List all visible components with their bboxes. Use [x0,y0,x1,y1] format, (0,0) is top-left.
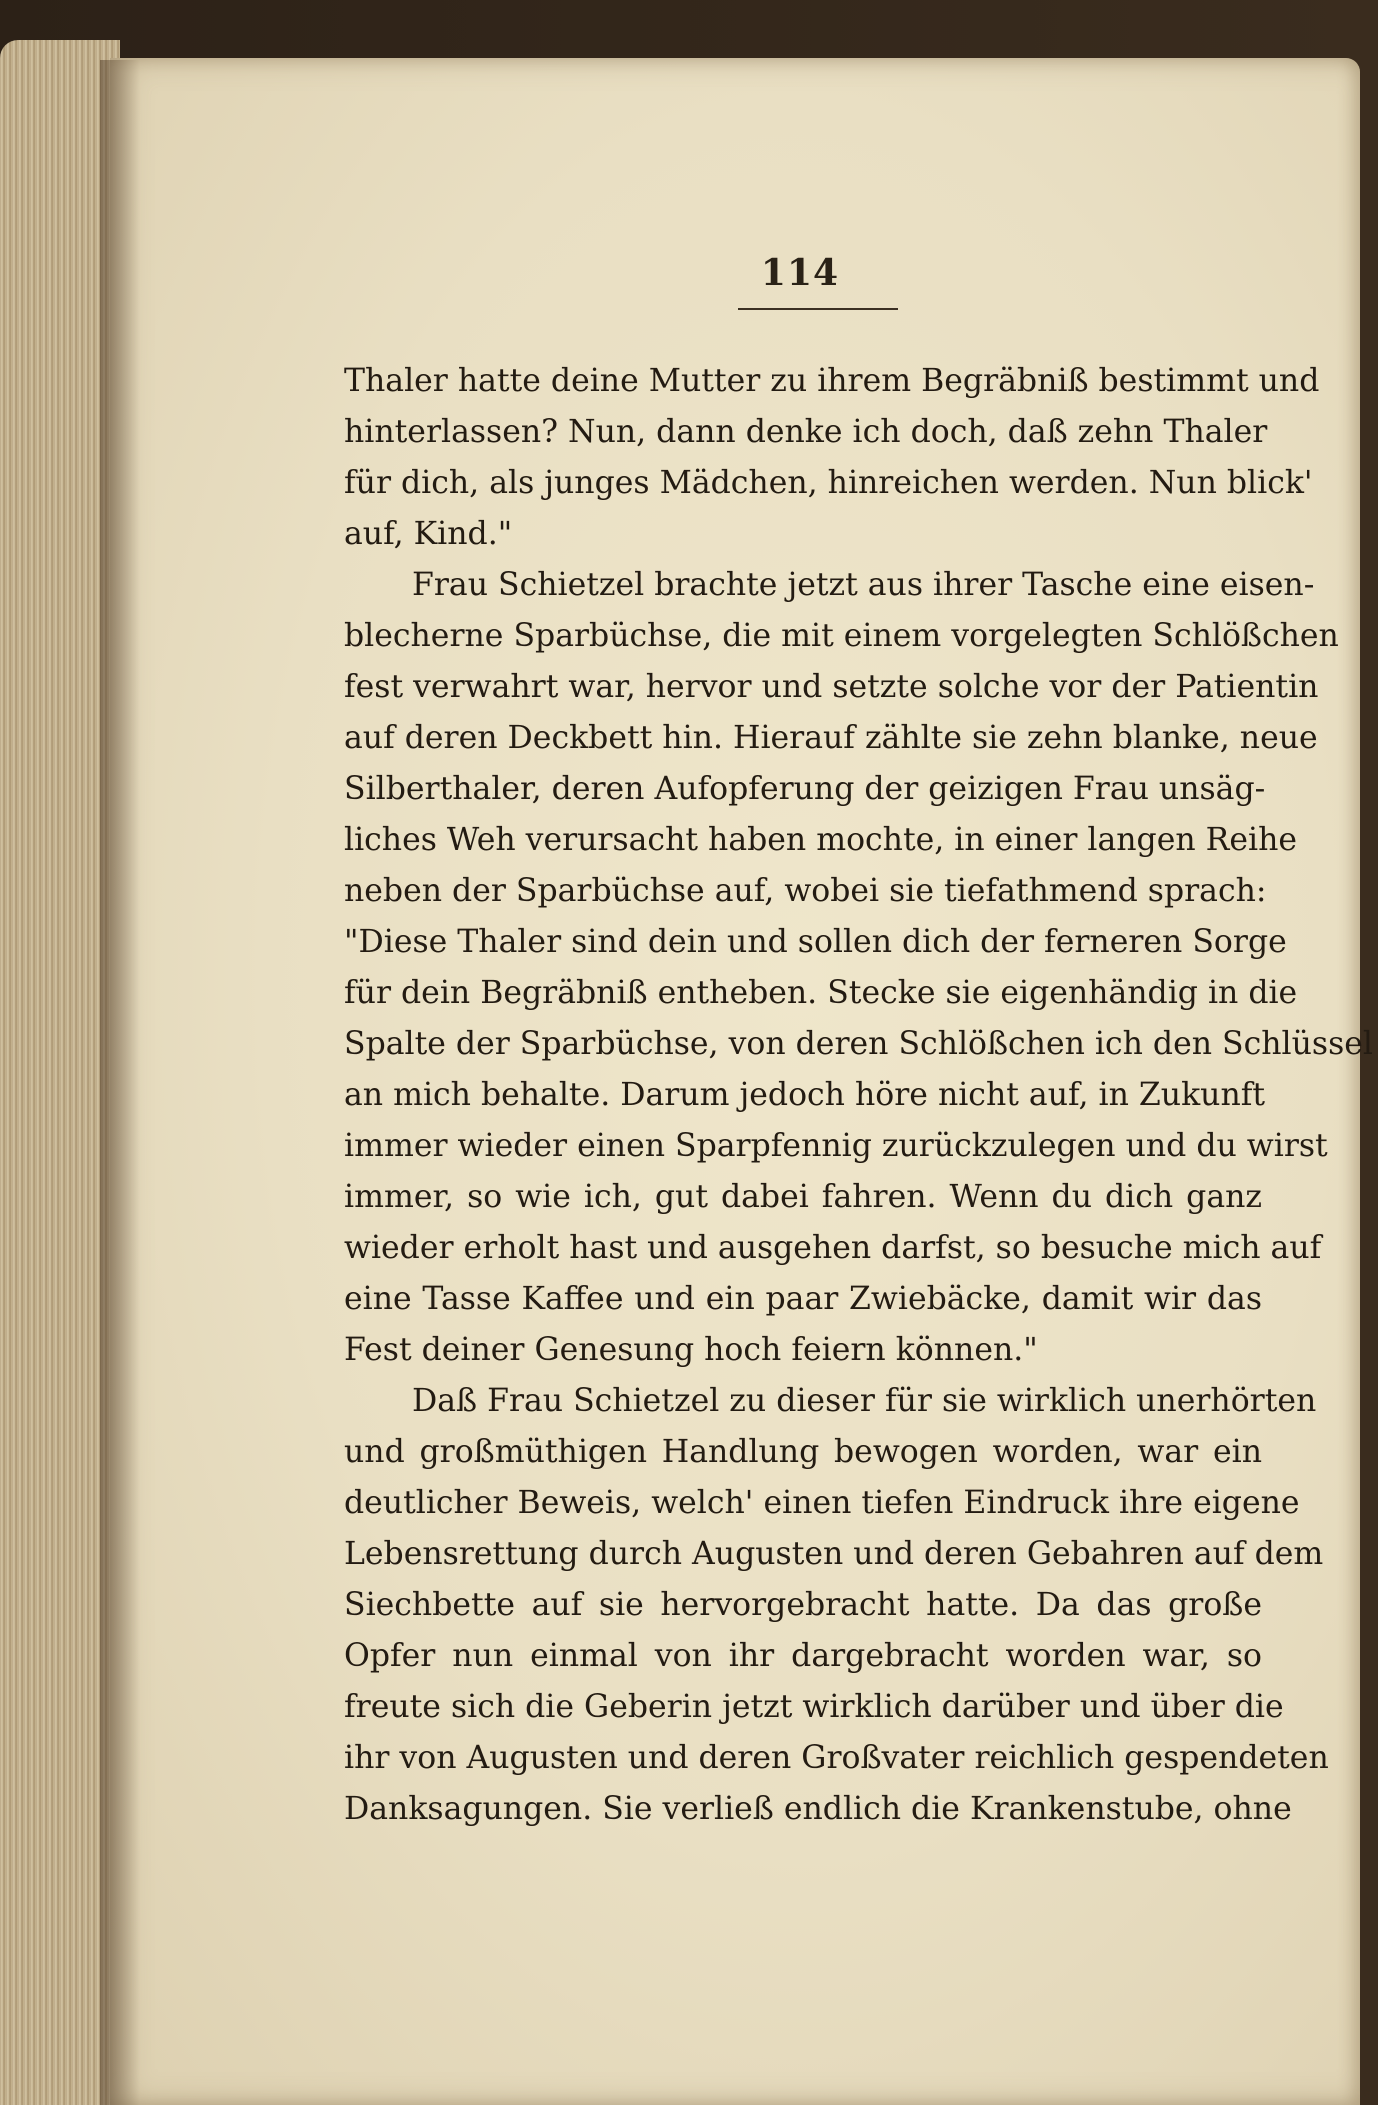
text-line: Lebensrettung durch Augusten und deren Gebahren auf dem [344,1536,1324,1572]
text-line: Frau Schietzel brachte jetzt aus ihrer Tasche eine eisen- [412,567,1315,603]
text-line: auf deren Deckbett hin. Hierauf zählte sie zehn blanke, neue [344,720,1318,756]
text-line: "Diese Thaler sind dein und sollen dich der ferneren Sorge [344,924,1287,960]
text-line: für dein Begräbniß entheben. Stecke sie eigenhändig in die [344,975,1298,1011]
text-line: deutlicher Beweis, welch' einen tiefen Eindruck ihre eigene [344,1485,1300,1521]
text-line: für dich, als junges Mädchen, hinreichen werden. Nun blick' [344,465,1313,501]
text-line: auf, Kind." [344,516,513,552]
text-line: Daß Frau Schietzel zu dieser für sie wirklich unerhörten [412,1383,1317,1419]
text-line: hinterlassen? Nun, dann denke ich doch, daß zehn Thaler [344,414,1268,450]
header-rule [738,308,898,310]
text-line: wieder erholt hast und ausgehen darfst, so besuche mich auf [344,1230,1322,1266]
text-line: Opfer nun einmal von ihr dargebracht worden war, so [344,1638,1262,1674]
text-line: ihr von Augusten und deren Großvater reichlich gespendeten [344,1740,1329,1776]
body-text [344,356,1373,1835]
text-line: und großmüthigen Handlung bewogen worden, war ein [344,1434,1262,1470]
text-line: eine Tasse Kaffee und ein paar Zwiebäcke, damit wir das [344,1281,1262,1317]
spine-shadow [100,60,140,2105]
text-line: liches Weh verursacht haben mochte, in einer langen Reihe [344,822,1297,858]
text-line: immer wieder einen Sparpfennig zurückzulegen und du wirst [344,1128,1328,1164]
text-line: freute sich die Geberin jetzt wirklich darüber und über die [344,1689,1284,1725]
text-line: blecherne Sparbüchse, die mit einem vorgelegten Schlößchen [344,618,1339,654]
text-line: neben der Sparbüchse auf, wobei sie tiefathmend sprach: [344,873,1267,909]
text-line: Thaler hatte deine Mutter zu ihrem Begräbniß bestimmt und [344,363,1320,399]
text-line: fest verwahrt war, hervor und setzte solche vor der Patientin [344,669,1319,705]
text-line: Spalte der Sparbüchse, von deren Schlößchen ich den Schlüssel [344,1026,1373,1062]
text-line: Silberthaler, deren Aufopferung der geizigen Frau unsäg- [344,771,1266,807]
text-line: Fest deiner Genesung hoch feiern können." [344,1332,1038,1368]
page-number: 114 [760,252,840,294]
text-line: Siechbette auf sie hervorgebracht hatte. Da das große [344,1587,1262,1623]
text-line: an mich behalte. Darum jedoch höre nicht auf, in Zukunft [344,1077,1266,1113]
text-line: immer, so wie ich, gut dabei fahren. Wenn du dich ganz [344,1179,1262,1215]
text-line: Danksagungen. Sie verließ endlich die Krankenstube, ohne [344,1791,1292,1827]
